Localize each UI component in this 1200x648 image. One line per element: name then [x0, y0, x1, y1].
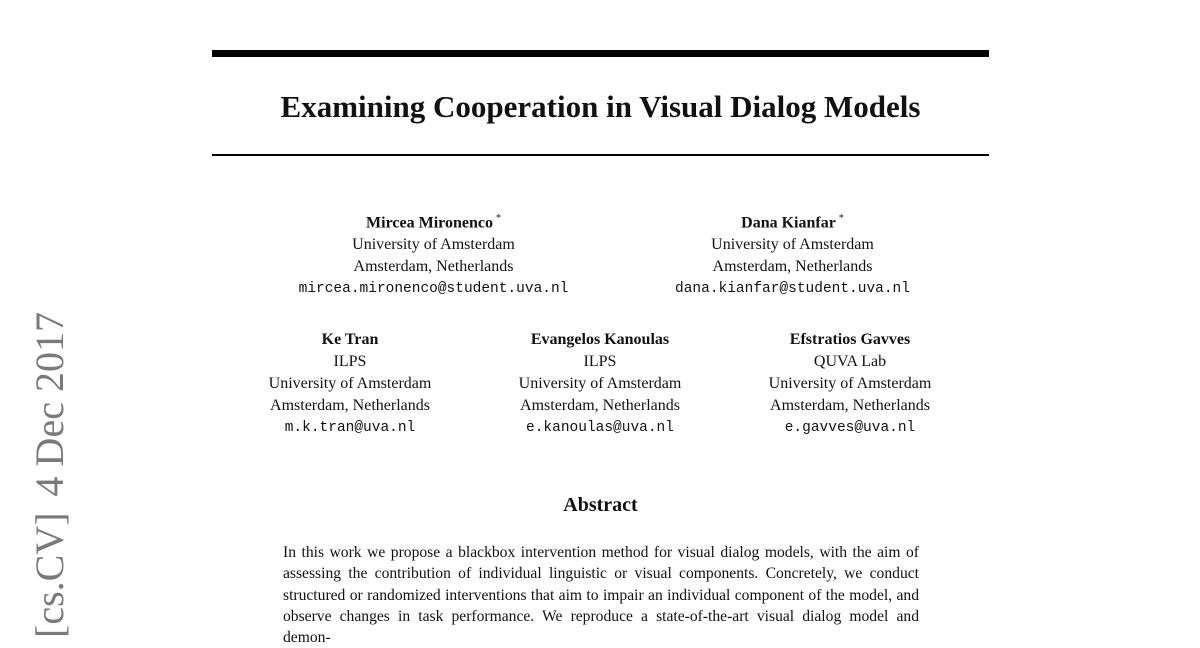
- author-affiliation: University of Amsterdam: [352, 236, 515, 254]
- author-email: mircea.mironenco@student.uva.nl: [298, 281, 569, 298]
- author-location: Amsterdam, Netherlands: [270, 397, 430, 414]
- equal-contribution-mark: *: [495, 213, 501, 224]
- author-email: e.gavves@uva.nl: [784, 420, 916, 436]
- author-email: m.k.tran@uva.nl: [284, 420, 416, 436]
- author-location: Amsterdam, Netherlands: [770, 397, 930, 414]
- top-rule: [212, 50, 989, 57]
- author-email: dana.kianfar@student.uva.nl: [675, 281, 910, 298]
- author-name: Efstratios Gavves: [789, 331, 911, 348]
- author-name: Dana Kianfar: [741, 214, 836, 232]
- arxiv-date: 4 Dec 2017: [27, 312, 72, 497]
- author-affiliation: University of Amsterdam: [711, 236, 874, 254]
- author-affiliation: University of Amsterdam: [768, 375, 932, 392]
- author-block: [740, 329, 960, 439]
- author-block: [490, 329, 710, 439]
- author-name: Mircea Mironenco: [366, 214, 493, 232]
- author-name-line: [250, 208, 617, 234]
- paper-title: Examining Cooperation in Visual Dialog Models: [280, 89, 921, 124]
- arxiv-category: [cs.CV]: [27, 512, 72, 638]
- author-name: Evangelos Kanoulas: [530, 331, 670, 348]
- author-name-line: [609, 208, 976, 234]
- title-bottom-rule: [212, 154, 989, 156]
- author-location: Amsterdam, Netherlands: [712, 258, 873, 276]
- author-affiliation: University of Amsterdam: [518, 375, 682, 392]
- author-location: Amsterdam, Netherlands: [520, 397, 680, 414]
- author-block: [609, 208, 976, 300]
- arxiv-stamp: [27, 312, 72, 638]
- author-block: [240, 329, 460, 439]
- author-block: [250, 208, 617, 300]
- author-affiliation: University of Amsterdam: [268, 375, 432, 392]
- abstract-text: In this work we propose a blackbox intervention method for visual dialog models, with the aim of assessing the contribution of individual linguistic or visual components. Concretely, we conduct structured or randomized interventions that aim to impair an individual component of the model, and observe changes in task performance. We reproduce a state-of-the-art visual dialog model and demon-: [283, 544, 919, 647]
- author-group: ILPS: [583, 353, 617, 370]
- equal-contribution-mark: *: [838, 213, 844, 224]
- author-email: e.kanoulas@uva.nl: [526, 420, 674, 436]
- abstract-heading: Abstract: [563, 494, 638, 516]
- author-group: QUVA Lab: [813, 353, 887, 370]
- author-group: ILPS: [333, 353, 367, 370]
- author-name: Ke Tran: [321, 331, 379, 348]
- author-location: Amsterdam, Netherlands: [353, 258, 514, 276]
